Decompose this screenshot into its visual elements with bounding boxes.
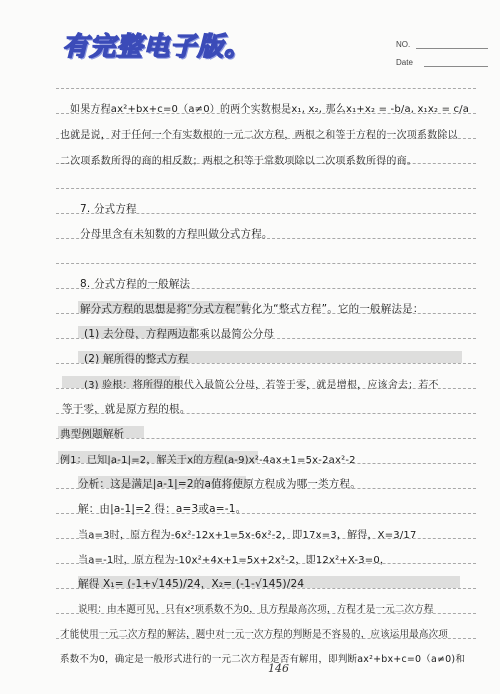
date-underline [424,66,488,67]
no-underline [416,48,488,49]
text-line: 二次项系数所得的商的相反数；两根之积等于常数项除以二次项系数所得的商。 [60,156,417,167]
rule-line [56,263,476,264]
text-line: 当a=3时，原方程为-6x²-12x+1=5x-6x²-2，即17x=3，解得，X=3/17 [78,530,417,541]
text-line: (2) 解所得的整式方程 [84,353,189,365]
text-line: 等于零，就是原方程的根。 [62,403,191,415]
banner-title: 有完整电子版。 [62,32,252,62]
section-heading: 7. 分式方程 [80,203,137,215]
text-line: (3) 验根：将所得的根代入最简公分母，若等于零，就是增根，应该舍去；若不 [84,380,439,391]
text-line: 解得 X₁= (-1+√145)/24，X₂= (-1-√145)/24 [78,578,305,590]
text-line: 说明：由本题可见，只有x²项系数不为0，且方程最高次项，方程才是一元二次方程 [78,604,434,615]
text-line: 解分式方程的思想是将“分式方程”转化为“整式方程”。它的一般解法是： [80,303,424,315]
text-line: 当a=-1时，原方程为-10x²+4x+1=5x+2x²-2，即12x²+X-3=0， [78,555,391,566]
section-heading: 8. 分式方程的一般解法 [80,278,191,290]
text-line: 例1：已知|a-1|=2，解关于x的方程(a-9)x²-4ax+1=5x-2ax²-2 [60,455,356,466]
rule-line [56,188,476,189]
text-line: (1) 去分母，方程两边都乘以最简公分母 [84,328,275,340]
date-field [396,58,413,67]
text-line: 系数不为0，确定是一般形式进行的一元二次方程是否有解用，即判断ax²+bx+c=0（a≠0)和 [60,654,466,665]
section-heading: 典型例题解析 [60,428,125,440]
no-label: NO. [396,40,411,49]
no-field [396,40,410,49]
text-line: 也就是说，对于任何一个有实数根的一元二次方程，两根之和等于方程的一次项系数除以 [60,130,458,141]
text-line: 解：由|a-1|=2 得：a=3或a=-1。 [78,503,247,515]
date-label: Date [396,58,413,67]
text-line: 分母里含有未知数的方程叫做分式方程。 [80,228,273,240]
text-line: 分析：这是满足|a-1|=2的a值将使原方程成为哪一类方程。 [78,478,361,490]
rule-line [56,88,476,89]
text-line: 如果方程ax²+bx+c=0（a≠0）的两个实数根是x₁, x₂, 那么x₁+x₂ = -b/a, x₁x₂ = c/a [70,104,470,115]
page-number: 146 [268,662,289,675]
text-line: 才能使用一元二次方程的解法，题中对一元一次方程的判断是不容易的，应该运用最高次项 [60,629,449,640]
